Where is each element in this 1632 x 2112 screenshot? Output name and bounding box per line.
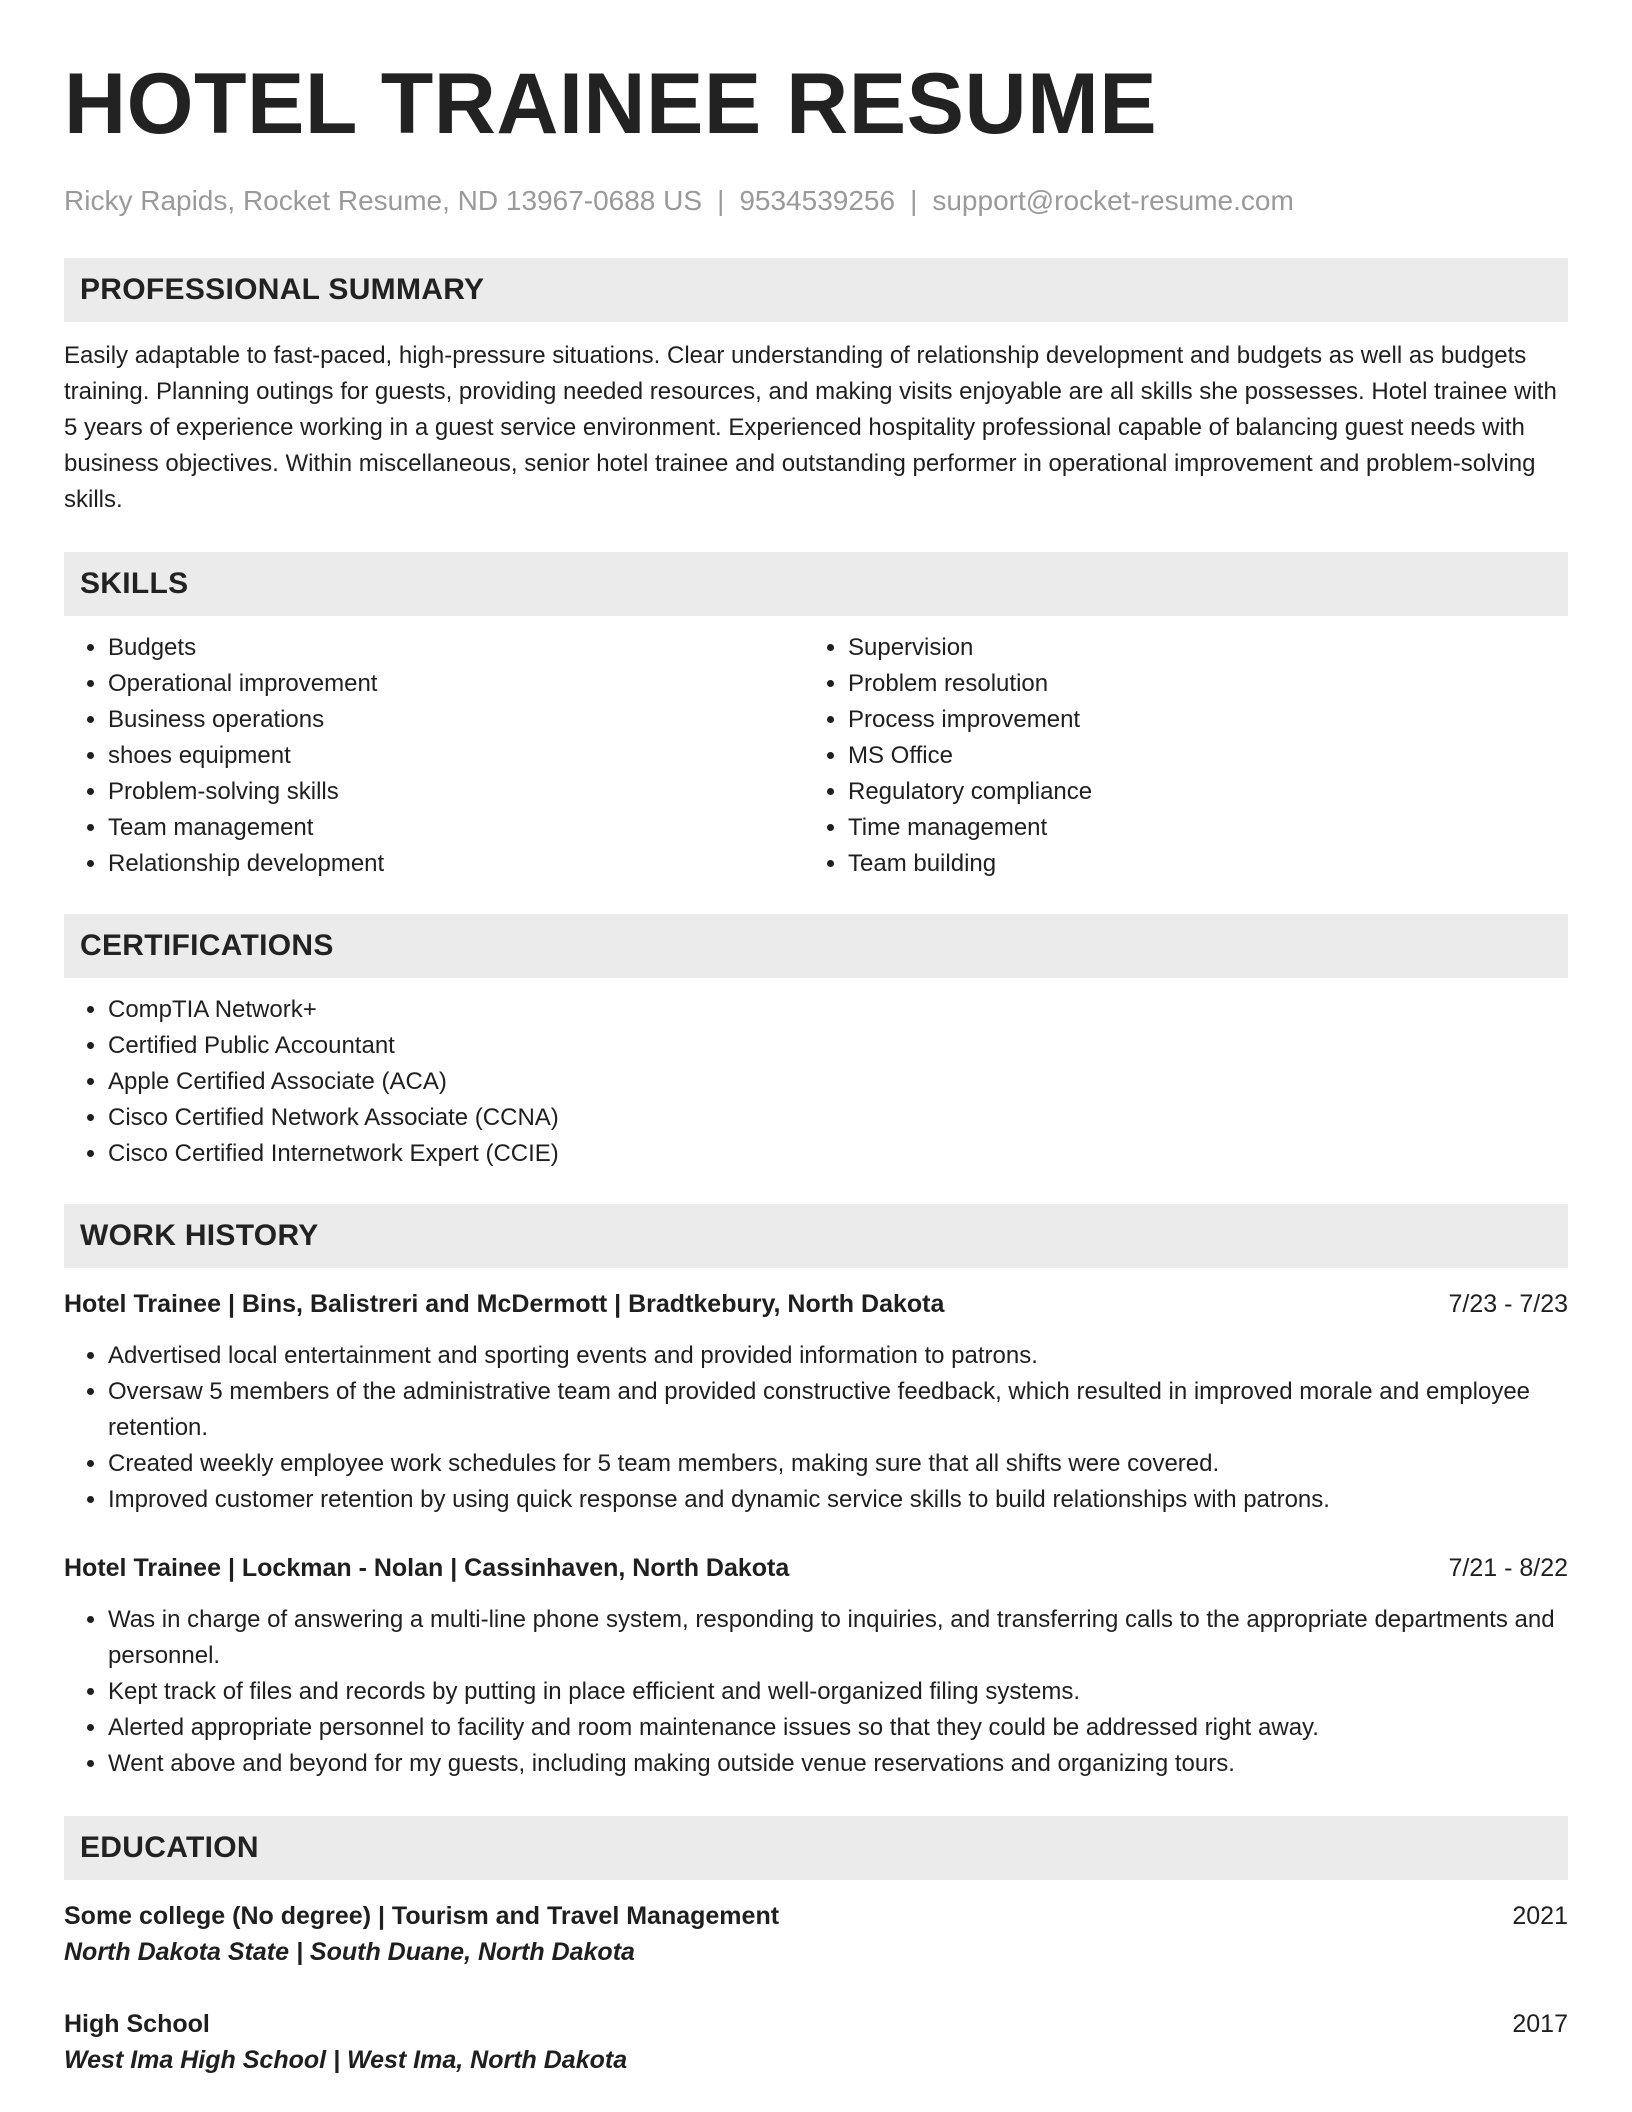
job-title: Hotel Trainee | Lockman - Nolan | Cassinhaven, North Dakota [64,1554,790,1582]
list-item: • Apple Certified Associate (ACA) [108,1064,1568,1100]
education-school: North Dakota State | South Duane, North Dakota [64,1938,635,1966]
certifications-list [64,992,1568,1172]
resume-title: HOTEL TRAINEE RESUME [64,56,1158,152]
contact-line [64,184,1568,218]
contact-phone: 9534539256 [739,185,896,216]
job-entry [64,1286,1568,1518]
job-title: Hotel Trainee | Bins, Balistreri and McDermott | Bradtkebury, North Dakota [64,1290,945,1318]
list-item: • Time management [848,810,1544,846]
list-item: • Certified Public Accountant [108,1028,1568,1064]
list-item: • Advertised local entertainment and sporting events and provided information to patrons. [108,1338,1568,1374]
list-item: • Team building [848,846,1544,882]
job-dates: 7/23 - 7/23 [1448,1290,1568,1318]
education-heading [64,1898,1568,1934]
list-item: • Was in charge of answering a multi-line phone system, responding to inquiries, and transferring calls to the appropriate departments and personnel. [108,1602,1568,1674]
contact-address: Ricky Rapids, Rocket Resume, ND 13967-0688 US [64,185,703,216]
list-item: • Problem resolution [848,666,1544,702]
list-item: • Cisco Certified Internetwork Expert (CCIE) [108,1136,1568,1172]
list-item: • Business operations [108,702,804,738]
list-item: • MS Office [848,738,1544,774]
list-item: • Team management [108,810,804,846]
list-item: • Created weekly employee work schedules for 5 team members, making sure that all shifts were covered. [108,1446,1568,1482]
list-item: • shoes equipment [108,738,804,774]
education-degree: High School [64,2010,210,2038]
job-dates: 7/21 - 8/22 [1448,1554,1568,1582]
list-item: • CompTIA Network+ [108,992,1568,1028]
education-year: 2017 [1512,2010,1568,2038]
skills-list [64,630,1568,882]
list-item: • Cisco Certified Network Associate (CCNA) [108,1100,1568,1136]
summary-text: Easily adaptable to fast-paced, high-pressure situations. Clear understanding of relationship development and budgets as well as budgets training. Planning outings for guests, providing needed resources, and making visits enjoyable are all skills she possesses. Hotel trainee with 5 years of experience working in a guest service environment. Experienced hospitality professional capable of balancing guest needs with business objectives. Within miscellaneous, senior hotel trainee and outstanding performer in operational improvement and problem-solving skills. [64,342,1557,513]
job-entry [64,1550,1568,1782]
job-duties [64,1602,1568,1782]
list-item: • Regulatory compliance [848,774,1544,810]
education-entry [64,1898,1568,1970]
skills-column-right [804,630,1544,882]
section-header-skills: SKILLS [64,552,1568,616]
list-item: • Supervision [848,630,1544,666]
job-heading [64,1550,1568,1586]
list-item: • Kept track of files and records by putting in place efficient and well-organized filing systems. [108,1674,1568,1710]
list-item: • Improved customer retention by using quick response and dynamic service skills to build relationships with patrons. [108,1482,1568,1518]
list-item: • Oversaw 5 members of the administrative team and provided constructive feedback, which resulted in improved morale and employee retention. [108,1374,1568,1446]
section-header-summary: PROFESSIONAL SUMMARY [64,258,1568,322]
education-degree: Some college (No degree) | Tourism and Travel Management [64,1902,780,1930]
education-heading [64,2006,1568,2042]
list-item: • Alerted appropriate personnel to facility and room maintenance issues so that they could be addressed right away. [108,1710,1568,1746]
contact-separator: | [717,185,725,216]
section-header-education: EDUCATION [64,1816,1568,1880]
job-heading [64,1286,1568,1322]
skills-column-left [64,630,804,882]
education-year: 2021 [1512,1902,1568,1930]
job-duties [64,1338,1568,1518]
contact-separator: | [910,185,918,216]
contact-email: support@rocket-resume.com [932,185,1294,216]
list-item: • Went above and beyond for my guests, including making outside venue reservations and organizing tours. [108,1746,1568,1782]
list-item: • Problem-solving skills [108,774,804,810]
education-entry [64,2006,1568,2078]
section-header-certifications: CERTIFICATIONS [64,914,1568,978]
list-item: • Budgets [108,630,804,666]
list-item: • Relationship development [108,846,804,882]
education-school: West Ima High School | West Ima, North Dakota [64,2046,628,2074]
section-header-work-history: WORK HISTORY [64,1204,1568,1268]
list-item: • Operational improvement [108,666,804,702]
list-item: • Process improvement [848,702,1544,738]
